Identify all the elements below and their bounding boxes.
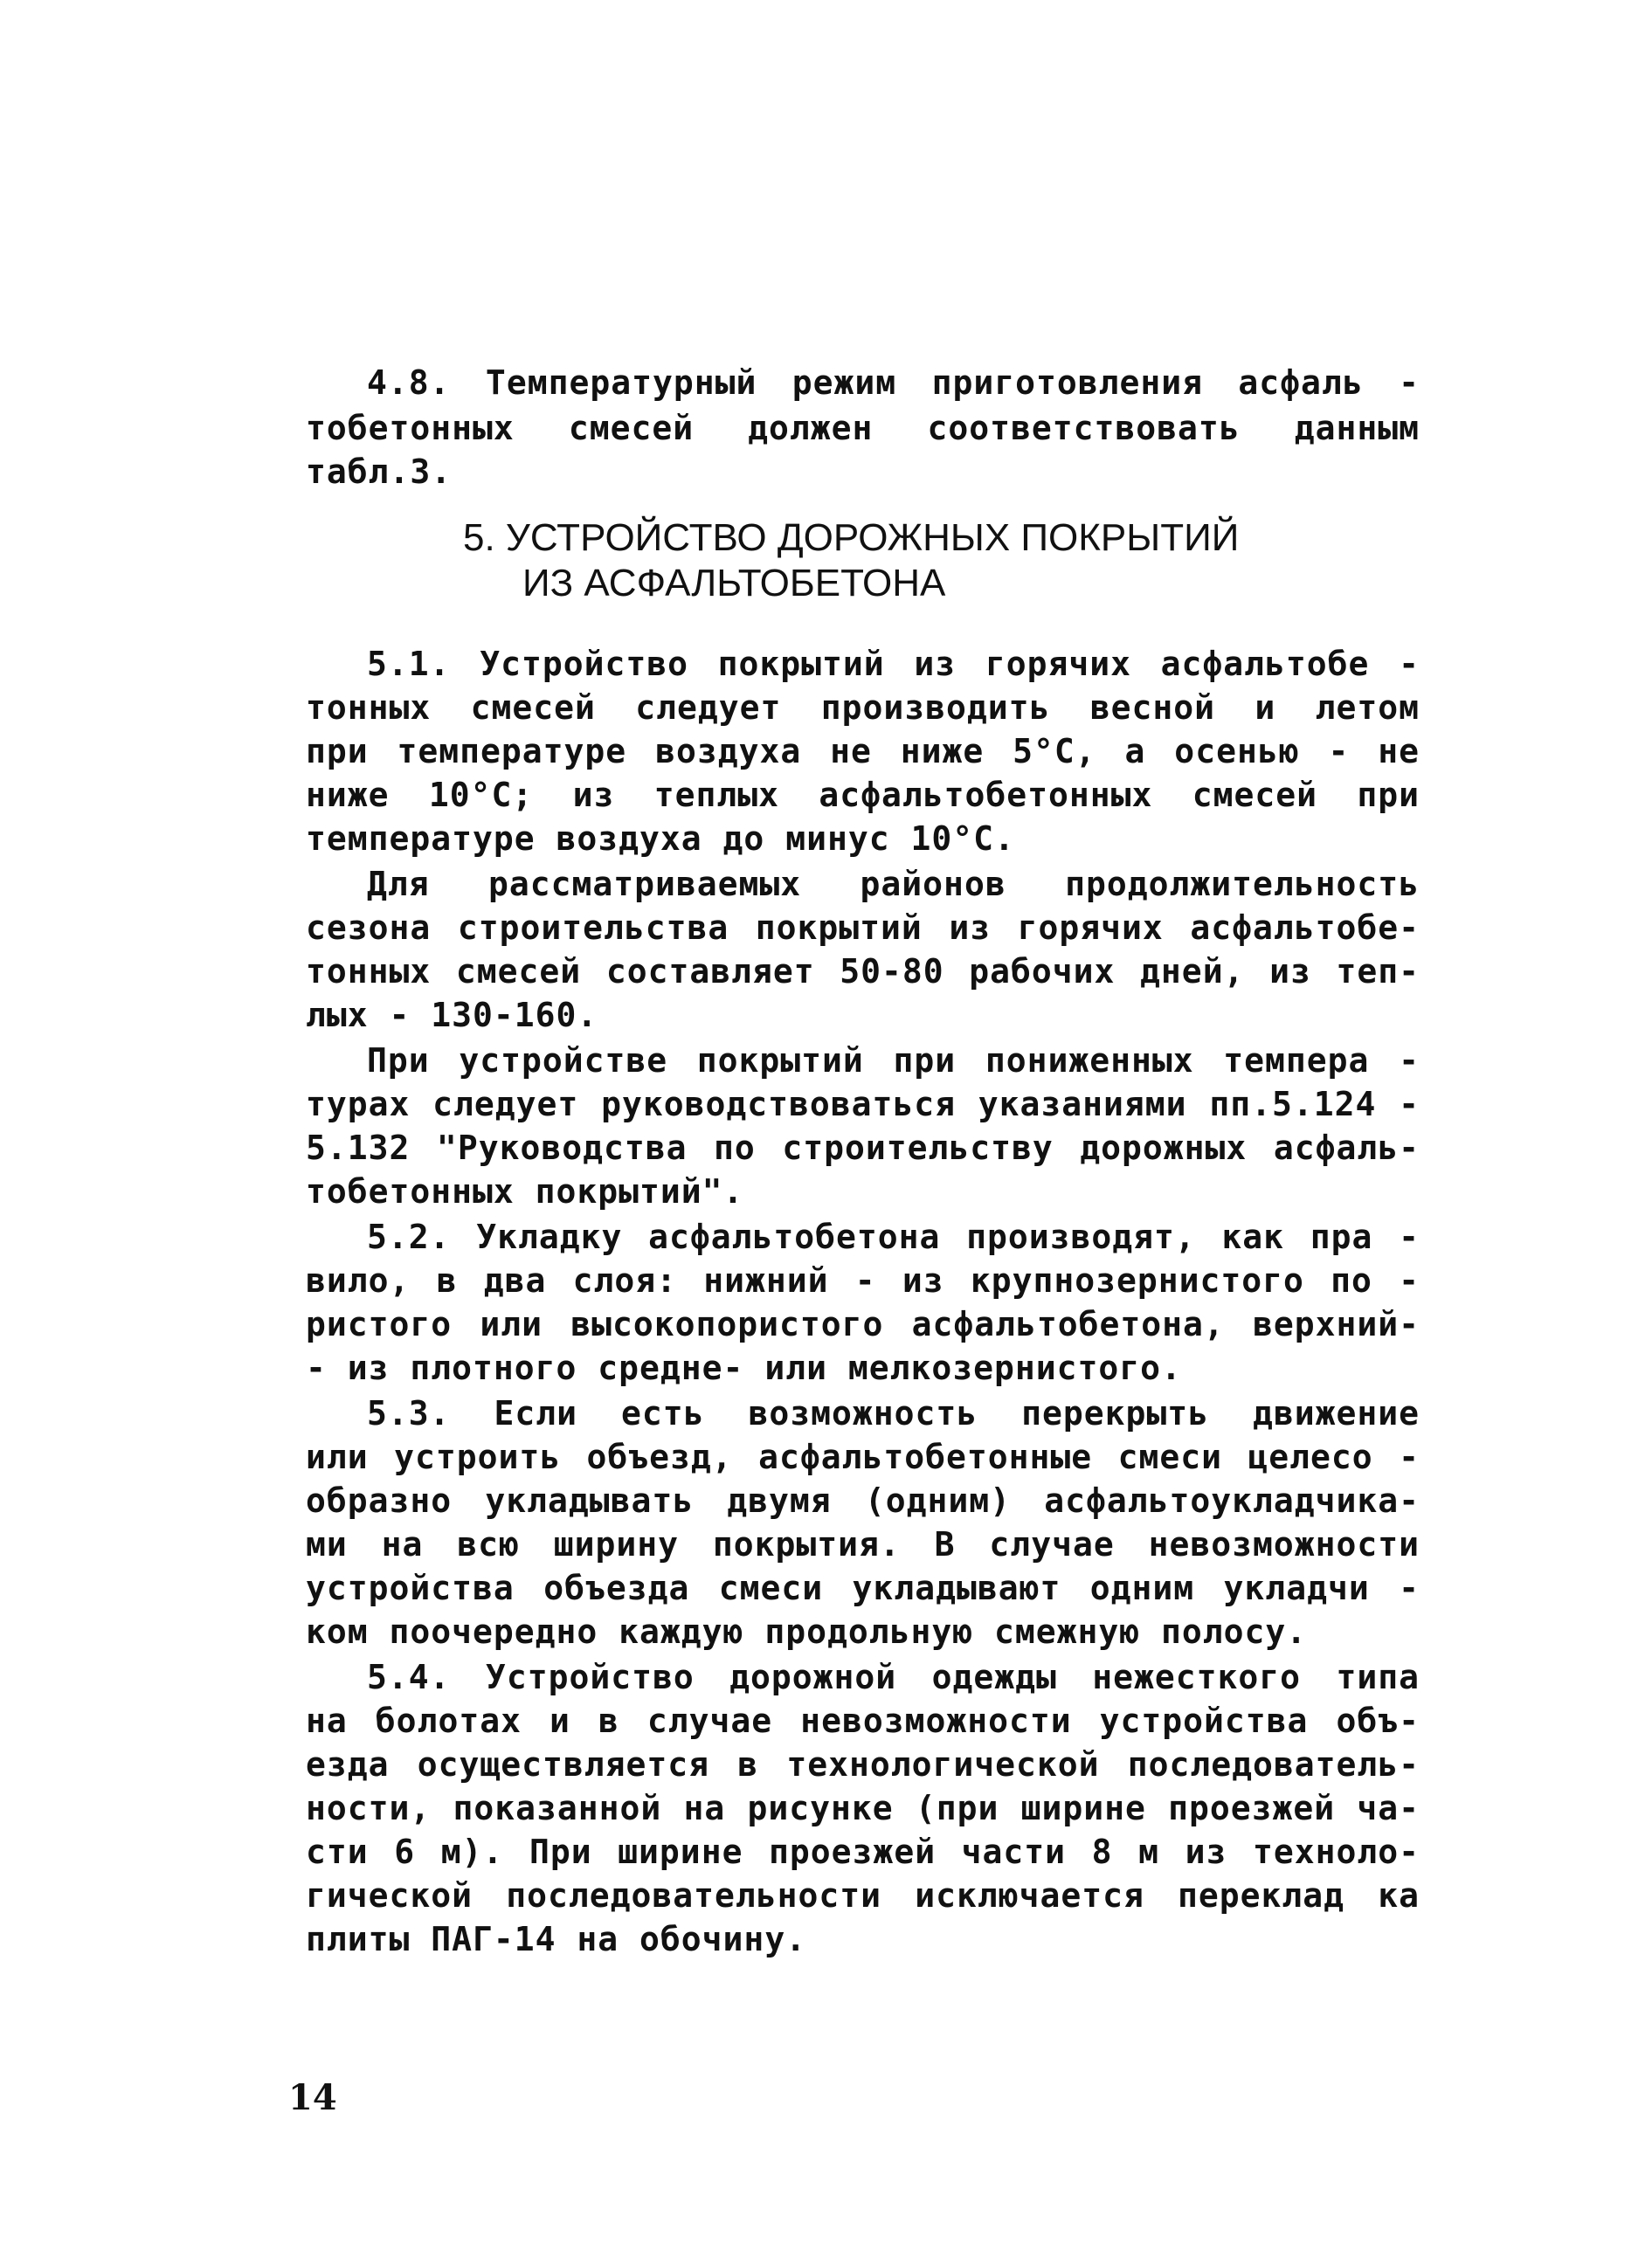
- para-5-2-line-2: вило, в два слоя: нижний - из крупнозернистого по -: [306, 1261, 1420, 1300]
- para-5-4-line-4: ности, показанной на рисунке (при ширине проезжей ча-: [306, 1789, 1420, 1827]
- para-5-1c-line-4: тобетонных покрытий".: [306, 1172, 744, 1211]
- para-5-1-line-4: ниже 10°С; из теплых асфальтобетонных смесей при: [306, 776, 1420, 814]
- para-5-1c-line-2: турах следует руководствоваться указаниями пп.5.124 -: [306, 1085, 1420, 1123]
- para-5-4-line-7: плиты ПАГ-14 на обочину.: [306, 1920, 807, 1958]
- para-5-3-line-1: 5.3. Если есть возможность перекрыть движение: [367, 1394, 1420, 1433]
- para-5-1b-line-1: Для рассматриваемых районов продолжительность: [367, 865, 1420, 903]
- para-5-4-line-2: на болотах и в случае невозможности устройства объ-: [306, 1702, 1420, 1740]
- para-5-4-line-6: гической последовательности исключается переклад ка: [306, 1876, 1420, 1915]
- para-5-3-line-6: ком поочередно каждую продольную смежную полосу.: [306, 1612, 1308, 1651]
- para-5-1b-line-4: лых - 130-160.: [306, 996, 598, 1034]
- para-5-2-line-4: - из плотного средне- или мелкозернистого.: [306, 1349, 1182, 1387]
- para-5-1b-line-2: сезона строительства покрытий из горячих асфальтобе-: [306, 908, 1420, 947]
- para-5-3-line-2: или устроить объезд, асфальтобетонные смеси целесо -: [306, 1438, 1420, 1476]
- para-5-2-line-3: ристого или высокопористого асфальтобетона, верхний-: [306, 1305, 1420, 1343]
- para-4-8-line-3: табл.3.: [306, 452, 453, 491]
- para-5-1-line-3: при температуре воздуха не ниже 5°С, а осенью - не: [306, 732, 1420, 770]
- para-4-8-line-1: 4.8. Температурный режим приготовления асфаль -: [367, 363, 1420, 402]
- para-5-3-line-5: устройства объезда смеси укладывают одним укладчи -: [306, 1569, 1420, 1607]
- para-5-3-line-4: ми на всю ширину покрытия. В случае невозможности: [306, 1525, 1420, 1564]
- para-5-1c-line-1: При устройстве покрытий при пониженных темпера -: [367, 1041, 1420, 1080]
- para-5-4-line-3: езда осуществляется в технологической последователь-: [306, 1745, 1420, 1784]
- para-5-1-line-2: тонных смесей следует производить весной и летом: [306, 688, 1420, 727]
- para-5-1c-line-3: 5.132 "Руководства по строительству дорожных асфаль-: [306, 1129, 1420, 1167]
- para-5-2-line-1: 5.2. Укладку асфальтобетона производят, как пра -: [367, 1218, 1420, 1256]
- section-5-heading-line-1: 5. УСТРОЙСТВО ДОРОЖНЫХ ПОКРЫТИЙ: [463, 516, 1240, 559]
- para-5-3-line-3: образно укладывать двумя (одним) асфальтоукладчика-: [306, 1481, 1420, 1520]
- para-5-1b-line-3: тонных смесей составляет 50-80 рабочих дней, из теп-: [306, 952, 1420, 991]
- para-4-8-line-2: тобетонных смесей должен соответствовать данным: [306, 409, 1420, 447]
- para-5-1-line-5: температуре воздуха до минус 10°С.: [306, 819, 1015, 858]
- para-5-4-line-1: 5.4. Устройство дорожной одежды нежесткого типа: [367, 1658, 1420, 1696]
- para-5-4-line-5: сти 6 м). При ширине проезжей части 8 м из техноло-: [306, 1833, 1420, 1871]
- section-5-heading-line-2: ИЗ АСФАЛЬТОБЕТОНА: [522, 562, 946, 604]
- para-5-1-line-1: 5.1. Устройство покрытий из горячих асфальтобе -: [367, 645, 1420, 683]
- page-number: 14: [288, 2077, 337, 2118]
